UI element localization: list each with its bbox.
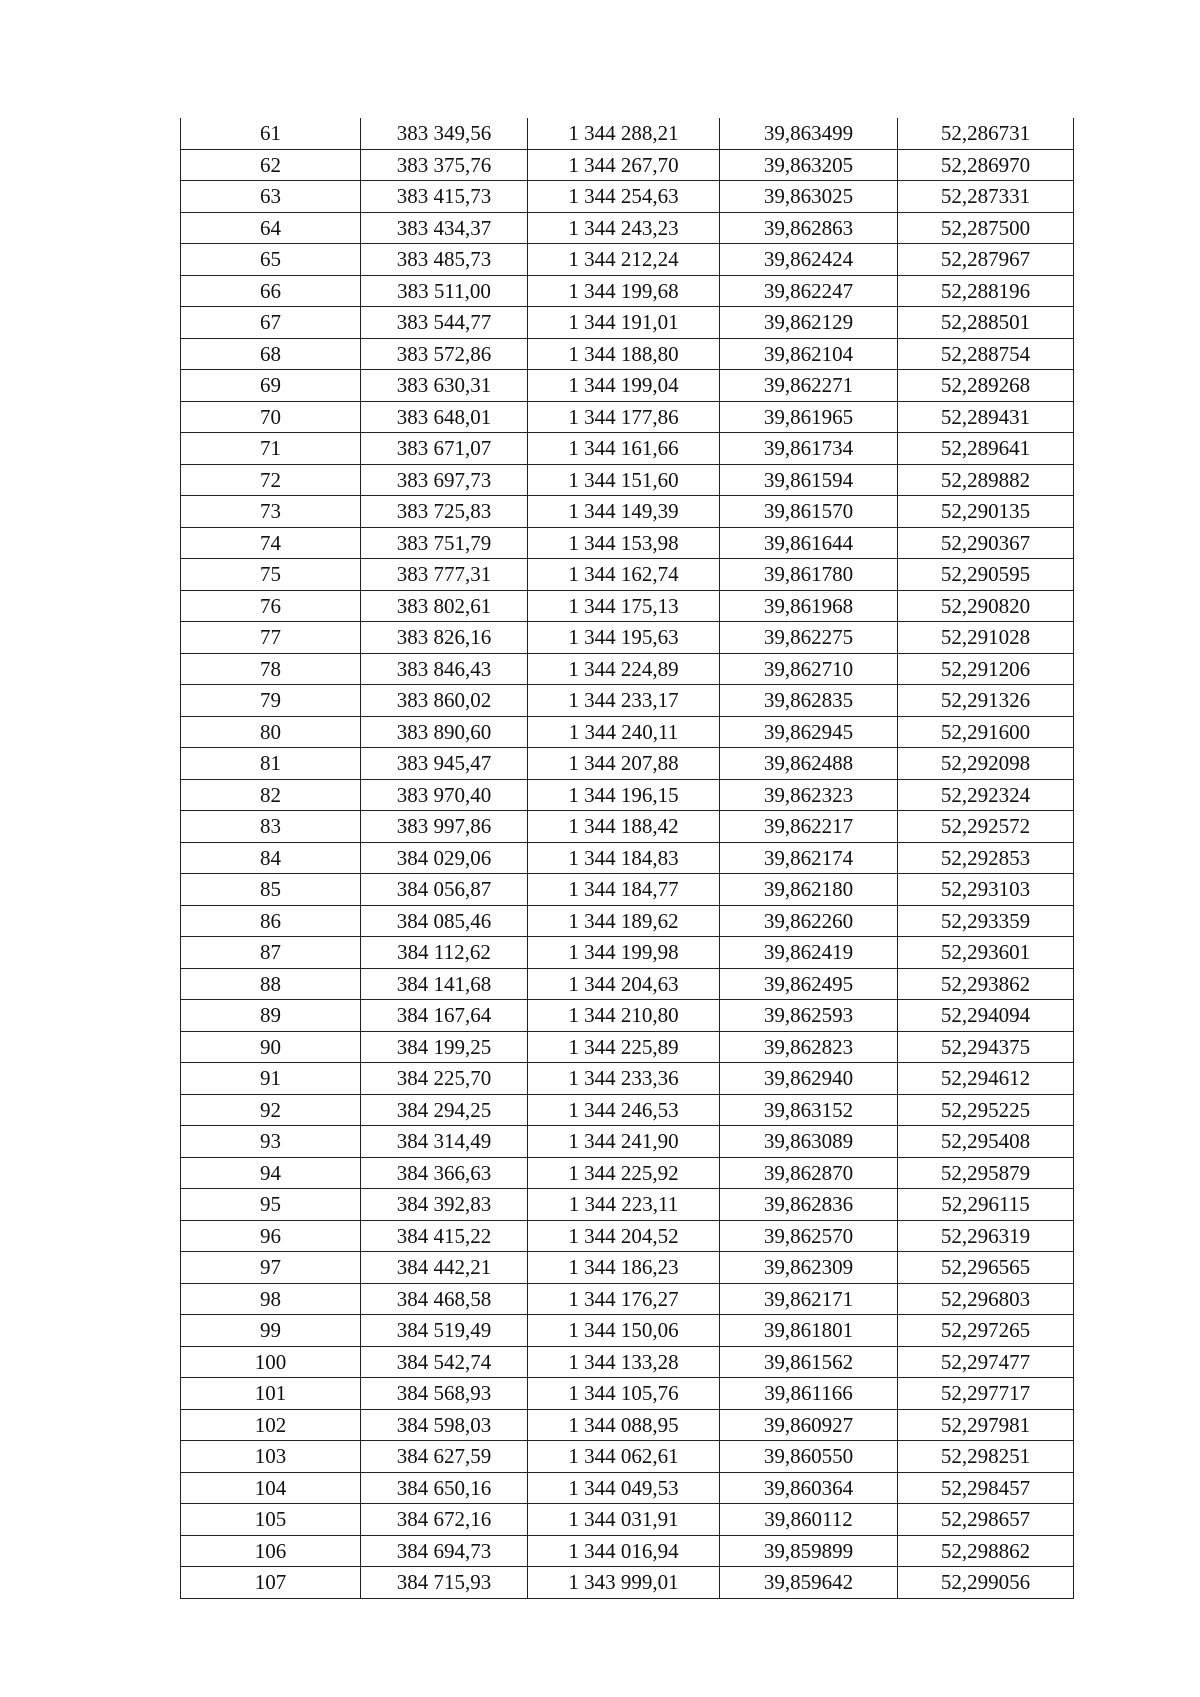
longitude-cell: 39,860364 xyxy=(720,1472,898,1504)
latitude-cell: 52,296803 xyxy=(898,1283,1074,1315)
y-coordinate-cell: 1 344 151,60 xyxy=(528,464,720,496)
point-number-cell: 107 xyxy=(181,1567,361,1599)
latitude-cell: 52,287500 xyxy=(898,212,1074,244)
y-coordinate-cell: 1 344 186,23 xyxy=(528,1252,720,1284)
x-coordinate-cell: 384 225,70 xyxy=(361,1063,528,1095)
y-coordinate-cell: 1 344 184,77 xyxy=(528,874,720,906)
x-coordinate-cell: 383 485,73 xyxy=(361,244,528,276)
table-row xyxy=(181,370,1074,402)
x-coordinate-cell: 383 671,07 xyxy=(361,433,528,465)
longitude-cell: 39,861734 xyxy=(720,433,898,465)
y-coordinate-cell: 1 344 184,83 xyxy=(528,842,720,874)
point-number-cell: 79 xyxy=(181,685,361,717)
x-coordinate-cell: 384 650,16 xyxy=(361,1472,528,1504)
point-number-cell: 81 xyxy=(181,748,361,780)
coordinates-table-body xyxy=(181,118,1074,1598)
table-row xyxy=(181,1346,1074,1378)
point-number-cell: 96 xyxy=(181,1220,361,1252)
point-number-cell: 95 xyxy=(181,1189,361,1221)
longitude-cell: 39,863499 xyxy=(720,118,898,149)
latitude-cell: 52,293601 xyxy=(898,937,1074,969)
table-row xyxy=(181,905,1074,937)
latitude-cell: 52,295225 xyxy=(898,1094,1074,1126)
y-coordinate-cell: 1 344 246,53 xyxy=(528,1094,720,1126)
y-coordinate-cell: 1 344 225,92 xyxy=(528,1157,720,1189)
table-row xyxy=(181,244,1074,276)
point-number-cell: 68 xyxy=(181,338,361,370)
y-coordinate-cell: 1 344 177,86 xyxy=(528,401,720,433)
longitude-cell: 39,863152 xyxy=(720,1094,898,1126)
y-coordinate-cell: 1 343 999,01 xyxy=(528,1567,720,1599)
longitude-cell: 39,860112 xyxy=(720,1504,898,1536)
point-number-cell: 104 xyxy=(181,1472,361,1504)
point-number-cell: 64 xyxy=(181,212,361,244)
latitude-cell: 52,290820 xyxy=(898,590,1074,622)
longitude-cell: 39,862309 xyxy=(720,1252,898,1284)
x-coordinate-cell: 384 141,68 xyxy=(361,968,528,1000)
latitude-cell: 52,297477 xyxy=(898,1346,1074,1378)
x-coordinate-cell: 384 627,59 xyxy=(361,1441,528,1473)
latitude-cell: 52,287967 xyxy=(898,244,1074,276)
longitude-cell: 39,860550 xyxy=(720,1441,898,1473)
longitude-cell: 39,862835 xyxy=(720,685,898,717)
x-coordinate-cell: 383 970,40 xyxy=(361,779,528,811)
point-number-cell: 103 xyxy=(181,1441,361,1473)
latitude-cell: 52,292572 xyxy=(898,811,1074,843)
table-row xyxy=(181,1220,1074,1252)
table-row xyxy=(181,968,1074,1000)
latitude-cell: 52,291326 xyxy=(898,685,1074,717)
table-row xyxy=(181,401,1074,433)
point-number-cell: 78 xyxy=(181,653,361,685)
x-coordinate-cell: 384 085,46 xyxy=(361,905,528,937)
point-number-cell: 83 xyxy=(181,811,361,843)
longitude-cell: 39,862129 xyxy=(720,307,898,339)
longitude-cell: 39,862488 xyxy=(720,748,898,780)
table-row xyxy=(181,1126,1074,1158)
latitude-cell: 52,288754 xyxy=(898,338,1074,370)
latitude-cell: 52,295879 xyxy=(898,1157,1074,1189)
x-coordinate-cell: 384 672,16 xyxy=(361,1504,528,1536)
y-coordinate-cell: 1 344 240,11 xyxy=(528,716,720,748)
point-number-cell: 76 xyxy=(181,590,361,622)
x-coordinate-cell: 383 802,61 xyxy=(361,590,528,622)
table-row xyxy=(181,464,1074,496)
x-coordinate-cell: 384 056,87 xyxy=(361,874,528,906)
y-coordinate-cell: 1 344 189,62 xyxy=(528,905,720,937)
y-coordinate-cell: 1 344 188,80 xyxy=(528,338,720,370)
latitude-cell: 52,295408 xyxy=(898,1126,1074,1158)
y-coordinate-cell: 1 344 031,91 xyxy=(528,1504,720,1536)
x-coordinate-cell: 384 519,49 xyxy=(361,1315,528,1347)
table-row xyxy=(181,559,1074,591)
latitude-cell: 52,289431 xyxy=(898,401,1074,433)
table-row xyxy=(181,1504,1074,1536)
longitude-cell: 39,861562 xyxy=(720,1346,898,1378)
x-coordinate-cell: 384 199,25 xyxy=(361,1031,528,1063)
table-row xyxy=(181,212,1074,244)
latitude-cell: 52,296115 xyxy=(898,1189,1074,1221)
point-number-cell: 98 xyxy=(181,1283,361,1315)
table-row xyxy=(181,338,1074,370)
point-number-cell: 93 xyxy=(181,1126,361,1158)
table-row xyxy=(181,779,1074,811)
longitude-cell: 39,862323 xyxy=(720,779,898,811)
y-coordinate-cell: 1 344 153,98 xyxy=(528,527,720,559)
y-coordinate-cell: 1 344 150,06 xyxy=(528,1315,720,1347)
table-row xyxy=(181,1409,1074,1441)
latitude-cell: 52,296565 xyxy=(898,1252,1074,1284)
x-coordinate-cell: 383 697,73 xyxy=(361,464,528,496)
latitude-cell: 52,294612 xyxy=(898,1063,1074,1095)
longitude-cell: 39,862945 xyxy=(720,716,898,748)
table-row xyxy=(181,1189,1074,1221)
point-number-cell: 92 xyxy=(181,1094,361,1126)
table-row xyxy=(181,433,1074,465)
longitude-cell: 39,861965 xyxy=(720,401,898,433)
latitude-cell: 52,293359 xyxy=(898,905,1074,937)
x-coordinate-cell: 383 860,02 xyxy=(361,685,528,717)
y-coordinate-cell: 1 344 049,53 xyxy=(528,1472,720,1504)
y-coordinate-cell: 1 344 176,27 xyxy=(528,1283,720,1315)
point-number-cell: 77 xyxy=(181,622,361,654)
point-number-cell: 101 xyxy=(181,1378,361,1410)
longitude-cell: 39,861968 xyxy=(720,590,898,622)
longitude-cell: 39,863205 xyxy=(720,149,898,181)
longitude-cell: 39,862247 xyxy=(720,275,898,307)
point-number-cell: 62 xyxy=(181,149,361,181)
x-coordinate-cell: 383 725,83 xyxy=(361,496,528,528)
point-number-cell: 100 xyxy=(181,1346,361,1378)
table-row xyxy=(181,1567,1074,1599)
longitude-cell: 39,861644 xyxy=(720,527,898,559)
table-row xyxy=(181,1472,1074,1504)
x-coordinate-cell: 384 694,73 xyxy=(361,1535,528,1567)
longitude-cell: 39,862823 xyxy=(720,1031,898,1063)
x-coordinate-cell: 384 112,62 xyxy=(361,937,528,969)
longitude-cell: 39,861570 xyxy=(720,496,898,528)
y-coordinate-cell: 1 344 267,70 xyxy=(528,149,720,181)
point-number-cell: 99 xyxy=(181,1315,361,1347)
x-coordinate-cell: 383 375,76 xyxy=(361,149,528,181)
x-coordinate-cell: 384 715,93 xyxy=(361,1567,528,1599)
latitude-cell: 52,297717 xyxy=(898,1378,1074,1410)
x-coordinate-cell: 383 544,77 xyxy=(361,307,528,339)
table-row xyxy=(181,1252,1074,1284)
latitude-cell: 52,298657 xyxy=(898,1504,1074,1536)
x-coordinate-cell: 383 572,86 xyxy=(361,338,528,370)
point-number-cell: 70 xyxy=(181,401,361,433)
point-number-cell: 72 xyxy=(181,464,361,496)
table-row xyxy=(181,653,1074,685)
latitude-cell: 52,290595 xyxy=(898,559,1074,591)
table-row xyxy=(181,874,1074,906)
longitude-cell: 39,862940 xyxy=(720,1063,898,1095)
table-row xyxy=(181,1283,1074,1315)
y-coordinate-cell: 1 344 225,89 xyxy=(528,1031,720,1063)
latitude-cell: 52,292098 xyxy=(898,748,1074,780)
latitude-cell: 52,298251 xyxy=(898,1441,1074,1473)
y-coordinate-cell: 1 344 162,74 xyxy=(528,559,720,591)
x-coordinate-cell: 383 415,73 xyxy=(361,181,528,213)
latitude-cell: 52,289882 xyxy=(898,464,1074,496)
table-row xyxy=(181,307,1074,339)
table-row xyxy=(181,842,1074,874)
y-coordinate-cell: 1 344 233,36 xyxy=(528,1063,720,1095)
table-row xyxy=(181,622,1074,654)
x-coordinate-cell: 384 392,83 xyxy=(361,1189,528,1221)
y-coordinate-cell: 1 344 016,94 xyxy=(528,1535,720,1567)
y-coordinate-cell: 1 344 175,13 xyxy=(528,590,720,622)
longitude-cell: 39,862870 xyxy=(720,1157,898,1189)
table-row xyxy=(181,685,1074,717)
y-coordinate-cell: 1 344 133,28 xyxy=(528,1346,720,1378)
table-row xyxy=(181,1031,1074,1063)
y-coordinate-cell: 1 344 062,61 xyxy=(528,1441,720,1473)
point-number-cell: 97 xyxy=(181,1252,361,1284)
table-row xyxy=(181,1157,1074,1189)
point-number-cell: 102 xyxy=(181,1409,361,1441)
point-number-cell: 91 xyxy=(181,1063,361,1095)
y-coordinate-cell: 1 344 199,68 xyxy=(528,275,720,307)
x-coordinate-cell: 384 598,03 xyxy=(361,1409,528,1441)
x-coordinate-cell: 383 846,43 xyxy=(361,653,528,685)
latitude-cell: 52,294094 xyxy=(898,1000,1074,1032)
y-coordinate-cell: 1 344 188,42 xyxy=(528,811,720,843)
longitude-cell: 39,862710 xyxy=(720,653,898,685)
point-number-cell: 65 xyxy=(181,244,361,276)
x-coordinate-cell: 384 542,74 xyxy=(361,1346,528,1378)
table-row xyxy=(181,1094,1074,1126)
x-coordinate-cell: 383 945,47 xyxy=(361,748,528,780)
y-coordinate-cell: 1 344 223,11 xyxy=(528,1189,720,1221)
x-coordinate-cell: 384 314,49 xyxy=(361,1126,528,1158)
longitude-cell: 39,862217 xyxy=(720,811,898,843)
longitude-cell: 39,862260 xyxy=(720,905,898,937)
latitude-cell: 52,299056 xyxy=(898,1567,1074,1599)
point-number-cell: 85 xyxy=(181,874,361,906)
latitude-cell: 52,289641 xyxy=(898,433,1074,465)
table-row xyxy=(181,1535,1074,1567)
latitude-cell: 52,291600 xyxy=(898,716,1074,748)
x-coordinate-cell: 383 997,86 xyxy=(361,811,528,843)
x-coordinate-cell: 383 777,31 xyxy=(361,559,528,591)
longitude-cell: 39,859642 xyxy=(720,1567,898,1599)
coordinates-table xyxy=(180,118,1074,1599)
longitude-cell: 39,862495 xyxy=(720,968,898,1000)
point-number-cell: 89 xyxy=(181,1000,361,1032)
longitude-cell: 39,862180 xyxy=(720,874,898,906)
point-number-cell: 67 xyxy=(181,307,361,339)
latitude-cell: 52,290367 xyxy=(898,527,1074,559)
table-row xyxy=(181,937,1074,969)
x-coordinate-cell: 383 751,79 xyxy=(361,527,528,559)
table-row xyxy=(181,1315,1074,1347)
longitude-cell: 39,862863 xyxy=(720,212,898,244)
point-number-cell: 66 xyxy=(181,275,361,307)
longitude-cell: 39,862171 xyxy=(720,1283,898,1315)
table-row xyxy=(181,181,1074,213)
latitude-cell: 52,288501 xyxy=(898,307,1074,339)
y-coordinate-cell: 1 344 161,66 xyxy=(528,433,720,465)
x-coordinate-cell: 384 029,06 xyxy=(361,842,528,874)
latitude-cell: 52,289268 xyxy=(898,370,1074,402)
longitude-cell: 39,863025 xyxy=(720,181,898,213)
longitude-cell: 39,862593 xyxy=(720,1000,898,1032)
y-coordinate-cell: 1 344 204,52 xyxy=(528,1220,720,1252)
y-coordinate-cell: 1 344 254,63 xyxy=(528,181,720,213)
table-row xyxy=(181,716,1074,748)
y-coordinate-cell: 1 344 088,95 xyxy=(528,1409,720,1441)
x-coordinate-cell: 384 167,64 xyxy=(361,1000,528,1032)
table-row xyxy=(181,590,1074,622)
y-coordinate-cell: 1 344 210,80 xyxy=(528,1000,720,1032)
table-row xyxy=(181,149,1074,181)
x-coordinate-cell: 384 415,22 xyxy=(361,1220,528,1252)
y-coordinate-cell: 1 344 199,04 xyxy=(528,370,720,402)
y-coordinate-cell: 1 344 199,98 xyxy=(528,937,720,969)
x-coordinate-cell: 383 434,37 xyxy=(361,212,528,244)
x-coordinate-cell: 383 648,01 xyxy=(361,401,528,433)
point-number-cell: 74 xyxy=(181,527,361,559)
y-coordinate-cell: 1 344 224,89 xyxy=(528,653,720,685)
latitude-cell: 52,292853 xyxy=(898,842,1074,874)
y-coordinate-cell: 1 344 241,90 xyxy=(528,1126,720,1158)
x-coordinate-cell: 383 630,31 xyxy=(361,370,528,402)
point-number-cell: 106 xyxy=(181,1535,361,1567)
longitude-cell: 39,862271 xyxy=(720,370,898,402)
y-coordinate-cell: 1 344 105,76 xyxy=(528,1378,720,1410)
point-number-cell: 75 xyxy=(181,559,361,591)
longitude-cell: 39,861166 xyxy=(720,1378,898,1410)
latitude-cell: 52,288196 xyxy=(898,275,1074,307)
point-number-cell: 84 xyxy=(181,842,361,874)
latitude-cell: 52,298862 xyxy=(898,1535,1074,1567)
latitude-cell: 52,298457 xyxy=(898,1472,1074,1504)
longitude-cell: 39,862174 xyxy=(720,842,898,874)
latitude-cell: 52,291028 xyxy=(898,622,1074,654)
point-number-cell: 86 xyxy=(181,905,361,937)
longitude-cell: 39,860927 xyxy=(720,1409,898,1441)
y-coordinate-cell: 1 344 212,24 xyxy=(528,244,720,276)
x-coordinate-cell: 383 349,56 xyxy=(361,118,528,149)
longitude-cell: 39,862104 xyxy=(720,338,898,370)
latitude-cell: 52,297265 xyxy=(898,1315,1074,1347)
x-coordinate-cell: 384 366,63 xyxy=(361,1157,528,1189)
latitude-cell: 52,292324 xyxy=(898,779,1074,811)
longitude-cell: 39,861801 xyxy=(720,1315,898,1347)
table-row xyxy=(181,1063,1074,1095)
point-number-cell: 61 xyxy=(181,118,361,149)
table-row xyxy=(181,527,1074,559)
table-row xyxy=(181,496,1074,528)
x-coordinate-cell: 384 294,25 xyxy=(361,1094,528,1126)
x-coordinate-cell: 383 511,00 xyxy=(361,275,528,307)
y-coordinate-cell: 1 344 233,17 xyxy=(528,685,720,717)
longitude-cell: 39,861780 xyxy=(720,559,898,591)
latitude-cell: 52,286970 xyxy=(898,149,1074,181)
table-row xyxy=(181,275,1074,307)
table-row xyxy=(181,811,1074,843)
longitude-cell: 39,862419 xyxy=(720,937,898,969)
table-row xyxy=(181,118,1074,149)
point-number-cell: 94 xyxy=(181,1157,361,1189)
point-number-cell: 69 xyxy=(181,370,361,402)
longitude-cell: 39,861594 xyxy=(720,464,898,496)
longitude-cell: 39,862275 xyxy=(720,622,898,654)
x-coordinate-cell: 384 468,58 xyxy=(361,1283,528,1315)
x-coordinate-cell: 384 442,21 xyxy=(361,1252,528,1284)
point-number-cell: 73 xyxy=(181,496,361,528)
table-row xyxy=(181,1378,1074,1410)
latitude-cell: 52,293862 xyxy=(898,968,1074,1000)
latitude-cell: 52,291206 xyxy=(898,653,1074,685)
latitude-cell: 52,293103 xyxy=(898,874,1074,906)
point-number-cell: 105 xyxy=(181,1504,361,1536)
point-number-cell: 88 xyxy=(181,968,361,1000)
longitude-cell: 39,862570 xyxy=(720,1220,898,1252)
y-coordinate-cell: 1 344 149,39 xyxy=(528,496,720,528)
x-coordinate-cell: 383 826,16 xyxy=(361,622,528,654)
longitude-cell: 39,862424 xyxy=(720,244,898,276)
latitude-cell: 52,297981 xyxy=(898,1409,1074,1441)
point-number-cell: 80 xyxy=(181,716,361,748)
point-number-cell: 71 xyxy=(181,433,361,465)
point-number-cell: 90 xyxy=(181,1031,361,1063)
point-number-cell: 87 xyxy=(181,937,361,969)
latitude-cell: 52,294375 xyxy=(898,1031,1074,1063)
latitude-cell: 52,296319 xyxy=(898,1220,1074,1252)
y-coordinate-cell: 1 344 207,88 xyxy=(528,748,720,780)
y-coordinate-cell: 1 344 204,63 xyxy=(528,968,720,1000)
latitude-cell: 52,290135 xyxy=(898,496,1074,528)
latitude-cell: 52,287331 xyxy=(898,181,1074,213)
y-coordinate-cell: 1 344 243,23 xyxy=(528,212,720,244)
longitude-cell: 39,863089 xyxy=(720,1126,898,1158)
y-coordinate-cell: 1 344 288,21 xyxy=(528,118,720,149)
x-coordinate-cell: 383 890,60 xyxy=(361,716,528,748)
y-coordinate-cell: 1 344 196,15 xyxy=(528,779,720,811)
point-number-cell: 82 xyxy=(181,779,361,811)
longitude-cell: 39,859899 xyxy=(720,1535,898,1567)
latitude-cell: 52,286731 xyxy=(898,118,1074,149)
y-coordinate-cell: 1 344 191,01 xyxy=(528,307,720,339)
table-row xyxy=(181,1441,1074,1473)
y-coordinate-cell: 1 344 195,63 xyxy=(528,622,720,654)
table-row xyxy=(181,748,1074,780)
table-row xyxy=(181,1000,1074,1032)
longitude-cell: 39,862836 xyxy=(720,1189,898,1221)
x-coordinate-cell: 384 568,93 xyxy=(361,1378,528,1410)
point-number-cell: 63 xyxy=(181,181,361,213)
